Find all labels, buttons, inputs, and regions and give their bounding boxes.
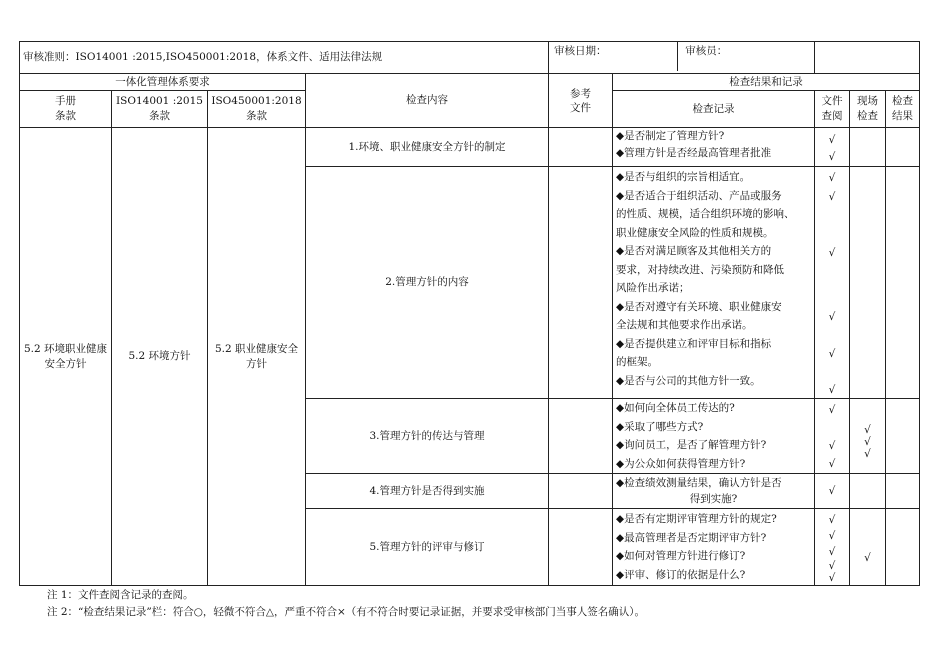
tick-mark: √ [828, 191, 836, 203]
footnote: 注 1：文件查阅含记录的查阅。 [47, 589, 194, 601]
site-check-cell [850, 474, 886, 509]
reference-doc-cell [549, 474, 613, 509]
tick-mark: √ [828, 348, 836, 360]
divider [677, 42, 678, 71]
check-result-cell [886, 474, 920, 509]
check-content-cell: 2.管理方针的内容 [306, 167, 549, 399]
reference-doc-cell [549, 509, 613, 586]
site-check-cell [850, 399, 886, 474]
doc-review-header: 文件 查阅 [815, 91, 850, 128]
site-check-cell [850, 128, 886, 167]
tick-mark: √ [828, 384, 836, 396]
tick-mark: √ [828, 404, 836, 416]
table-row [20, 128, 920, 167]
check-content-cell: 5.管理方针的评审与修订 [306, 509, 549, 586]
check-content-header: 检查内容 [306, 74, 549, 128]
tick-mark: √ [864, 448, 871, 460]
tick-mark: √ [828, 247, 836, 259]
tick-mark: √ [864, 552, 871, 564]
reference-doc-cell [549, 128, 613, 167]
check-record-cell: ◆是否与组织的宗旨相适宜。 ◆是否适合于组织活动、产品或服务 的性质、规模，适合组织环境的影响、 职业健康安全风险的性质和规模。 ◆是否对满足顾客及其他相关方的 要求，对持续改进、污染预防和降低 风险作出承诺； ◆是否对遵守有关环境、职业健康安 全法规和其他要求作出承诺。 ◆是否提供建立和评审目标和指标 的框架。 ◆是否与公司的其他方针一致。 [613, 167, 815, 399]
footnotes [47, 587, 645, 621]
doc-review-cell [815, 474, 850, 509]
doc-review-cell [815, 167, 850, 399]
blank-cell [815, 42, 920, 74]
check-result-header: 检查 结果 [886, 91, 920, 128]
footnote: 注 2：“检查结果记录”栏：符合○，轻微不符合△，严重不符合×（有不符合时要记录证据，并要求受审核部门当事人签名确认）。 [47, 606, 646, 618]
iso14001-clause-cell: 5.2 环境方针 [112, 128, 208, 586]
doc-review-cell [815, 128, 850, 167]
tick-mark: √ [828, 530, 836, 542]
tick-mark: √ [828, 560, 836, 572]
tick-mark: √ [828, 134, 836, 146]
check-content-cell: 3.管理方针的传达与管理 [306, 399, 549, 474]
reference-doc-cell [549, 167, 613, 399]
tick-mark: √ [828, 572, 836, 584]
check-result-cell [886, 128, 920, 167]
checklist-table [19, 41, 920, 586]
tick-mark: √ [828, 546, 836, 558]
tick-mark: √ [828, 440, 836, 452]
check-record-header: 检查记录 [613, 91, 815, 128]
tick-mark: √ [828, 485, 836, 497]
tick-mark: √ [828, 514, 836, 526]
group-results-header: 检查结果和记录 [613, 74, 920, 91]
audit-criteria: 审核准则：ISO14001 :2015,ISO450001:2018，体系文件、适用法律法规 [20, 42, 549, 74]
check-record-cell: ◆如何向全体员工传达的? ◆采取了哪些方式? ◆询问员工，是否了解管理方针? ◆为公众如何获得管理方针? [613, 399, 815, 474]
site-check-cell [850, 509, 886, 586]
audit-date-text: 审核日期： [554, 45, 607, 57]
reference-doc-header: 参考 文件 [549, 74, 613, 128]
check-record-cell: ◆是否制定了管理方针? ◆管理方针是否经最高管理者批准 [613, 128, 815, 167]
check-result-cell [886, 509, 920, 586]
check-record-cell: ◆检查绩效测量结果，确认方针是否 得到实施? [613, 474, 815, 509]
check-record-cell: ◆是否有定期评审管理方针的规定? ◆最高管理者是否定期评审方针? ◆如何对管理方针进行修订? ◆评审、修订的依据是什么? [613, 509, 815, 586]
check-result-cell [886, 399, 920, 474]
tick-mark: √ [828, 151, 836, 163]
audit-date-label [549, 42, 815, 74]
reference-doc-cell [549, 399, 613, 474]
manual-clause-header: 手册 条款 [20, 91, 112, 128]
iso45001-clause-cell: 5.2 职业健康安全方针 [208, 128, 306, 586]
group-requirements-header: 一体化管理体系要求 [20, 74, 306, 91]
manual-clause-cell: 5.2 环境职业健康安全方针 [20, 128, 112, 586]
tick-mark: √ [864, 424, 871, 436]
doc-review-cell [815, 399, 850, 474]
tick-mark: √ [828, 458, 836, 470]
tick-mark: √ [828, 172, 836, 184]
tick-mark: √ [864, 436, 871, 448]
site-check-cell [850, 167, 886, 399]
site-check-header: 现场 检查 [850, 91, 886, 128]
check-content-cell: 1.环境、职业健康安全方针的制定 [306, 128, 549, 167]
auditor-text: 审核员： [685, 45, 728, 57]
doc-review-cell [815, 509, 850, 586]
iso45001-clause-header: ISO450001:2018 条款 [208, 91, 306, 128]
audit-checklist [19, 41, 919, 586]
iso14001-clause-header: ISO14001 :2015 条款 [112, 91, 208, 128]
tick-mark: √ [828, 311, 836, 323]
check-result-cell [886, 167, 920, 399]
check-content-cell: 4.管理方针是否得到实施 [306, 474, 549, 509]
